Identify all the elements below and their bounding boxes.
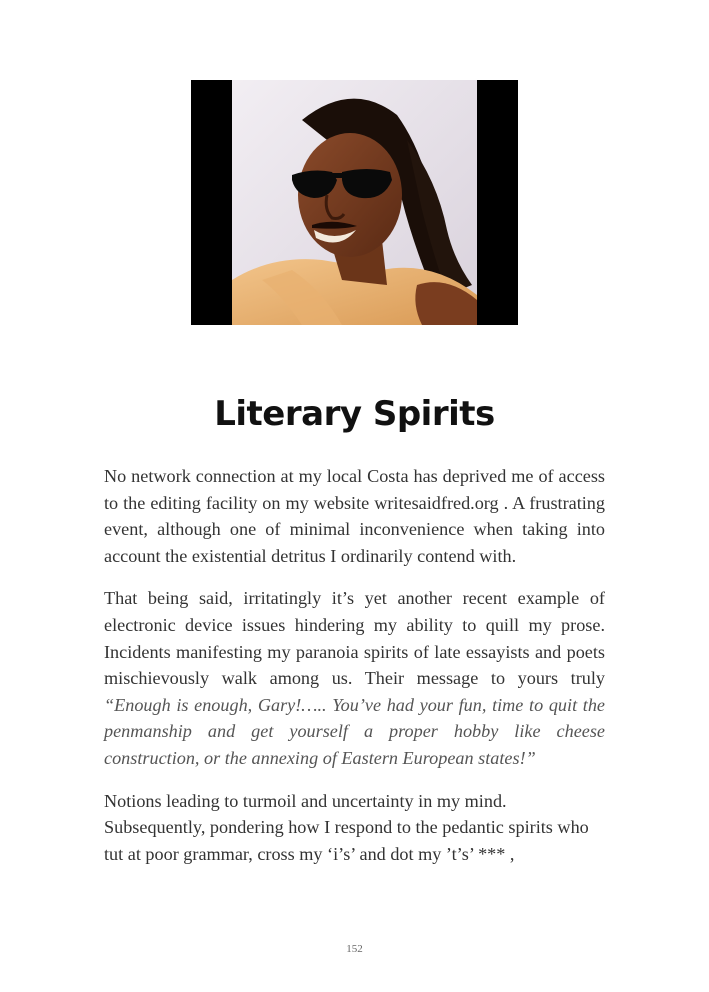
paragraph-3: Notions leading to turmoil and uncertainty in my mind. Subsequently, pondering how I respond to the pedantic spirits who tut at poor grammar, cross my ‘i’s’ and dot my ’t’s’ *** , xyxy=(104,790,589,864)
author-photo xyxy=(191,80,518,325)
portrait-image xyxy=(232,80,477,325)
paragraph-1: No network connection at my local Costa has deprived me of access to the editing facility on my website writesaidfred.org . A frustrating event, although one of minimal inconvenience when taking into account the existential detritus I ordinarily contend with. xyxy=(104,466,605,566)
article-body xyxy=(104,463,605,883)
page-title: Literary Spirits xyxy=(214,394,495,434)
quote-text: “Enough is enough, Gary!….. You’ve had your fun, time to quit the penmanship and get yourself a proper hobby like cheese construction, or the annexing of Eastern European states!” xyxy=(104,694,605,768)
paragraph-2 xyxy=(104,585,605,771)
page-number: 152 xyxy=(346,943,363,955)
paragraph-2-text: That being said, irritatingly it’s yet another recent example of electronic device issues hindering my ability to quill my prose. Incidents manifesting my paranoia spirits of late essayists and poets mischievously walk among us. Their message to yours truly xyxy=(104,588,605,689)
